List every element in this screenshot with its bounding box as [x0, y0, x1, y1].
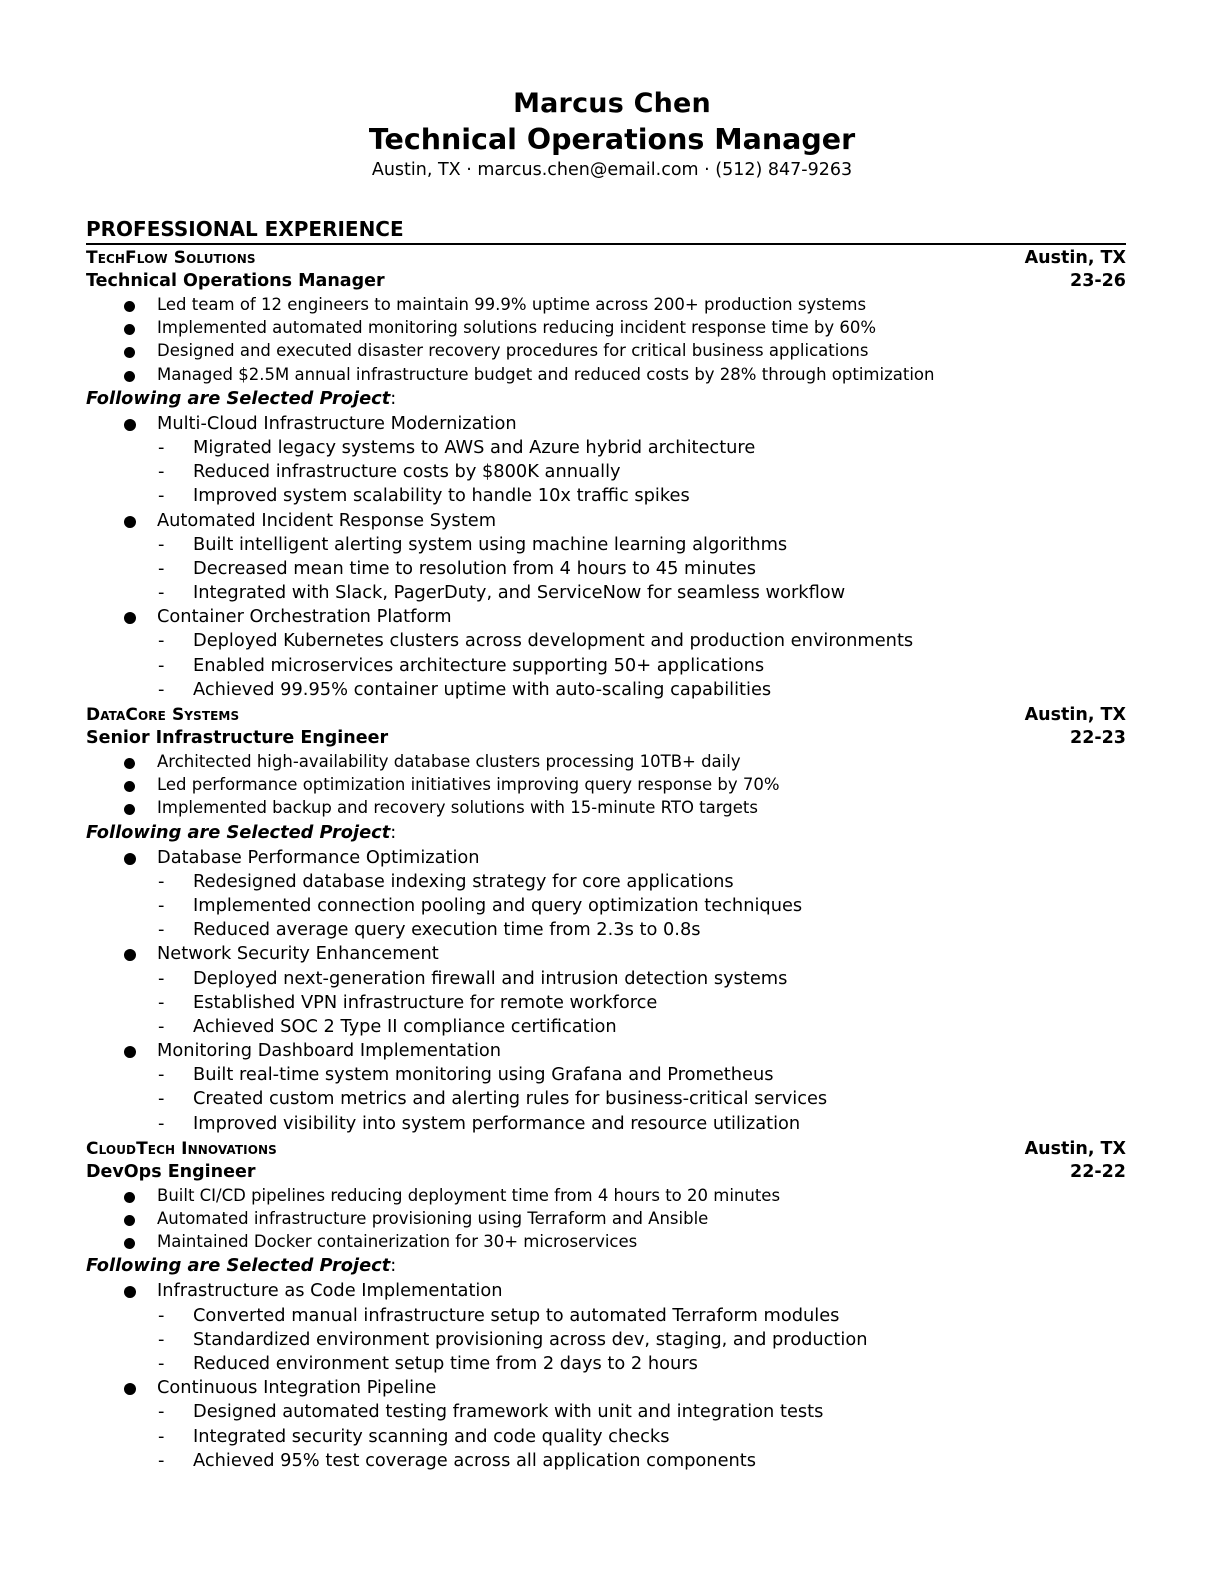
project-item — [86, 1039, 1126, 1063]
bullet-icon — [124, 419, 136, 431]
project-detail-text: Built real-time system monitoring using Grafana and Prometheus — [193, 1064, 774, 1086]
project-detail-text: Created custom metrics and alerting rules for business-critical services — [193, 1088, 828, 1110]
dash-icon: - — [158, 1064, 165, 1086]
job-entry — [86, 704, 1126, 1136]
achievement-item — [86, 773, 1126, 796]
project-detail-item — [86, 1352, 1126, 1376]
project-name: Container Orchestration Platform — [157, 606, 452, 628]
project-detail-item — [86, 1087, 1126, 1111]
project-detail-text: Deployed Kubernetes clusters across development and production environments — [193, 630, 914, 652]
resume-header — [0, 86, 1224, 183]
project-name: Automated Incident Response System — [157, 509, 497, 531]
achievement-item — [86, 796, 1126, 819]
project-detail-item — [86, 533, 1126, 557]
job-dates: 22-23 — [1070, 728, 1126, 748]
project-detail-item — [86, 1112, 1126, 1136]
project-name: Monitoring Dashboard Implementation — [157, 1040, 502, 1062]
job-role: DevOps Engineer — [86, 1161, 256, 1182]
contact-line: Austin, TX · marcus.chen@email.com · (512) 847-9263 — [371, 160, 853, 180]
project-detail-item — [86, 581, 1126, 605]
achievement-text: Implemented automated monitoring solutions reducing incident response time by 60% — [157, 318, 877, 338]
dash-icon: - — [158, 894, 165, 916]
project-detail-item — [86, 1063, 1126, 1087]
achievement-item — [86, 1207, 1126, 1230]
project-detail-item — [86, 654, 1126, 678]
project-name: Infrastructure as Code Implementation — [157, 1280, 503, 1302]
dash-icon: - — [158, 991, 165, 1013]
dash-icon: - — [158, 1425, 165, 1447]
job-role: Senior Infrastructure Engineer — [86, 728, 389, 748]
candidate-name: Marcus Chen — [513, 88, 711, 119]
bullet-icon — [124, 371, 135, 382]
dash-icon: - — [158, 1352, 165, 1374]
achievement-text: Managed $2.5M annual infrastructure budget and reduced costs by 28% through optimization — [157, 364, 935, 384]
bullet-icon — [124, 1286, 136, 1298]
company-row — [86, 1138, 1126, 1160]
dash-icon: - — [158, 654, 165, 676]
dash-icon: - — [158, 1401, 165, 1423]
project-detail-item — [86, 1328, 1126, 1352]
achievement-text: Designed and executed disaster recovery procedures for critical business applications — [157, 341, 869, 361]
candidate-title: Technical Operations Manager — [368, 123, 856, 156]
project-name: Continuous Integration Pipeline — [157, 1377, 437, 1399]
dash-icon: - — [158, 678, 165, 700]
project-detail-item — [86, 894, 1126, 918]
section-divider — [86, 243, 1126, 245]
company-row — [86, 704, 1126, 726]
projects-label — [86, 386, 1126, 412]
role-row — [86, 1160, 1126, 1184]
dash-icon: - — [158, 485, 165, 507]
projects-label-text: Following are Selected Project — [86, 387, 391, 409]
achievement-text: Automated infrastructure provisioning using Terraform and Ansible — [157, 1209, 709, 1228]
projects-label-colon: : — [390, 387, 397, 409]
bullet-icon — [124, 516, 136, 528]
project-detail-text: Enabled microservices architecture supporting 50+ applications — [193, 654, 765, 676]
project-detail-item — [86, 1015, 1126, 1039]
project-detail-text: Improved visibility into system performance and resource utilization — [193, 1112, 801, 1134]
project-detail-item — [86, 870, 1126, 894]
bullet-icon — [124, 612, 136, 624]
dash-icon: - — [158, 919, 165, 941]
dash-icon: - — [158, 870, 165, 892]
projects-label-colon: : — [390, 821, 397, 843]
achievement-text: Implemented backup and recovery solutions with 15-minute RTO targets — [157, 798, 758, 818]
bullet-icon — [124, 853, 136, 865]
dash-icon: - — [158, 533, 165, 555]
project-item — [86, 1279, 1126, 1303]
dash-icon: - — [158, 1112, 165, 1134]
company-name: DataCore Systems — [86, 705, 240, 725]
project-detail-item — [86, 460, 1126, 484]
project-detail-text: Designed automated testing framework with unit and integration tests — [193, 1401, 824, 1423]
dash-icon: - — [158, 461, 165, 483]
job-role: Technical Operations Manager — [86, 271, 385, 291]
project-detail-item — [86, 1449, 1126, 1473]
project-detail-text: Reduced environment setup time from 2 days to 2 hours — [193, 1352, 698, 1374]
dash-icon: - — [158, 1304, 165, 1326]
bullet-icon — [124, 804, 135, 815]
project-detail-text: Achieved SOC 2 Type II compliance certification — [193, 1015, 617, 1037]
achievement-text: Maintained Docker containerization for 30+ microservices — [157, 1232, 638, 1252]
bullet-icon — [124, 347, 135, 358]
dash-icon: - — [158, 1088, 165, 1110]
role-row — [86, 726, 1126, 750]
project-detail-item — [86, 629, 1126, 653]
project-detail-item — [86, 557, 1126, 581]
bullet-icon — [124, 949, 136, 961]
project-name: Network Security Enhancement — [157, 943, 439, 965]
project-item — [86, 605, 1126, 629]
job-dates: 22-22 — [1070, 1161, 1126, 1182]
project-detail-item — [86, 436, 1126, 460]
project-name: Multi-Cloud Infrastructure Modernization — [157, 412, 517, 434]
job-dates: 23-26 — [1070, 271, 1126, 291]
dash-icon: - — [158, 557, 165, 579]
project-detail-text: Integrated with Slack, PagerDuty, and ServiceNow for seamless workflow — [193, 582, 846, 604]
experience-section — [86, 215, 1126, 1473]
project-detail-text: Integrated security scanning and code quality checks — [193, 1425, 670, 1447]
project-detail-text: Redesigned database indexing strategy for core applications — [193, 870, 734, 892]
project-detail-text: Deployed next-generation firewall and intrusion detection systems — [193, 967, 788, 989]
bullet-icon — [124, 324, 135, 335]
projects-label — [86, 820, 1126, 846]
achievement-text: Architected high-availability database clusters processing 10TB+ daily — [157, 752, 741, 771]
achievement-item — [86, 316, 1126, 339]
achievement-text: Built CI/CD pipelines reducing deployment time from 4 hours to 20 minutes — [157, 1185, 781, 1205]
jobs-list — [86, 247, 1126, 1473]
bullet-icon — [124, 758, 135, 769]
dash-icon: - — [158, 1449, 165, 1471]
achievement-item — [86, 363, 1126, 386]
achievement-item — [86, 1230, 1126, 1253]
project-item — [86, 509, 1126, 533]
company-row — [86, 247, 1126, 269]
project-detail-text: Achieved 99.95% container uptime with auto-scaling capabilities — [193, 678, 772, 700]
dash-icon: - — [158, 630, 165, 652]
bullet-icon — [124, 781, 135, 792]
project-detail-item — [86, 484, 1126, 508]
project-detail-item — [86, 1304, 1126, 1328]
bullet-icon — [124, 1238, 135, 1249]
company-name: TechFlow Solutions — [86, 248, 256, 268]
role-row — [86, 269, 1126, 293]
job-location: Austin, TX — [1024, 248, 1126, 268]
project-detail-item — [86, 1425, 1126, 1449]
bullet-icon — [124, 301, 135, 312]
projects-label — [86, 1253, 1126, 1279]
project-detail-text: Implemented connection pooling and query optimization techniques — [193, 894, 803, 916]
job-location: Austin, TX — [1024, 705, 1126, 725]
project-detail-text: Standardized environment provisioning across dev, staging, and production — [193, 1328, 868, 1350]
dash-icon: - — [158, 967, 165, 989]
achievement-text: Led performance optimization initiatives improving query response by 70% — [157, 775, 780, 795]
project-detail-text: Improved system scalability to handle 10x traffic spikes — [193, 485, 690, 507]
achievement-item — [86, 339, 1126, 362]
project-detail-text: Reduced average query execution time from 2.3s to 0.8s — [193, 919, 701, 941]
achievement-item — [86, 293, 1126, 316]
achievement-item — [86, 1184, 1126, 1207]
bullet-icon — [124, 1215, 135, 1226]
job-entry — [86, 247, 1126, 702]
projects-label-colon: : — [390, 1255, 397, 1277]
dash-icon: - — [158, 1015, 165, 1037]
project-item — [86, 942, 1126, 966]
bullet-icon — [124, 1192, 135, 1203]
bullet-icon — [124, 1383, 136, 1395]
job-location: Austin, TX — [1024, 1138, 1126, 1159]
dash-icon: - — [158, 1328, 165, 1350]
projects-label-text: Following are Selected Project — [86, 821, 391, 843]
project-detail-text: Decreased mean time to resolution from 4 hours to 45 minutes — [193, 557, 757, 579]
project-name: Database Performance Optimization — [157, 846, 480, 868]
project-detail-item — [86, 967, 1126, 991]
project-item — [86, 846, 1126, 870]
project-detail-text: Achieved 95% test coverage across all application components — [193, 1449, 757, 1471]
projects-label-text: Following are Selected Project — [86, 1255, 391, 1277]
project-detail-text: Reduced infrastructure costs by $800K annually — [193, 461, 621, 483]
project-detail-text: Converted manual infrastructure setup to automated Terraform modules — [193, 1304, 840, 1326]
project-detail-item — [86, 1400, 1126, 1424]
project-detail-text: Migrated legacy systems to AWS and Azure hybrid architecture — [193, 436, 756, 458]
project-item — [86, 412, 1126, 436]
project-detail-item — [86, 991, 1126, 1015]
project-detail-text: Established VPN infrastructure for remote workforce — [193, 991, 658, 1013]
bullet-icon — [124, 1046, 136, 1058]
project-detail-item — [86, 918, 1126, 942]
dash-icon: - — [158, 436, 165, 458]
section-heading: PROFESSIONAL EXPERIENCE — [86, 217, 404, 241]
project-item — [86, 1376, 1126, 1400]
company-name: CloudTech Innovations — [86, 1138, 277, 1159]
achievement-item — [86, 750, 1126, 773]
project-detail-item — [86, 678, 1126, 702]
dash-icon: - — [158, 582, 165, 604]
project-detail-text: Built intelligent alerting system using machine learning algorithms — [193, 533, 788, 555]
job-entry — [86, 1138, 1126, 1473]
achievement-text: Led team of 12 engineers to maintain 99.9% uptime across 200+ production systems — [157, 295, 867, 314]
